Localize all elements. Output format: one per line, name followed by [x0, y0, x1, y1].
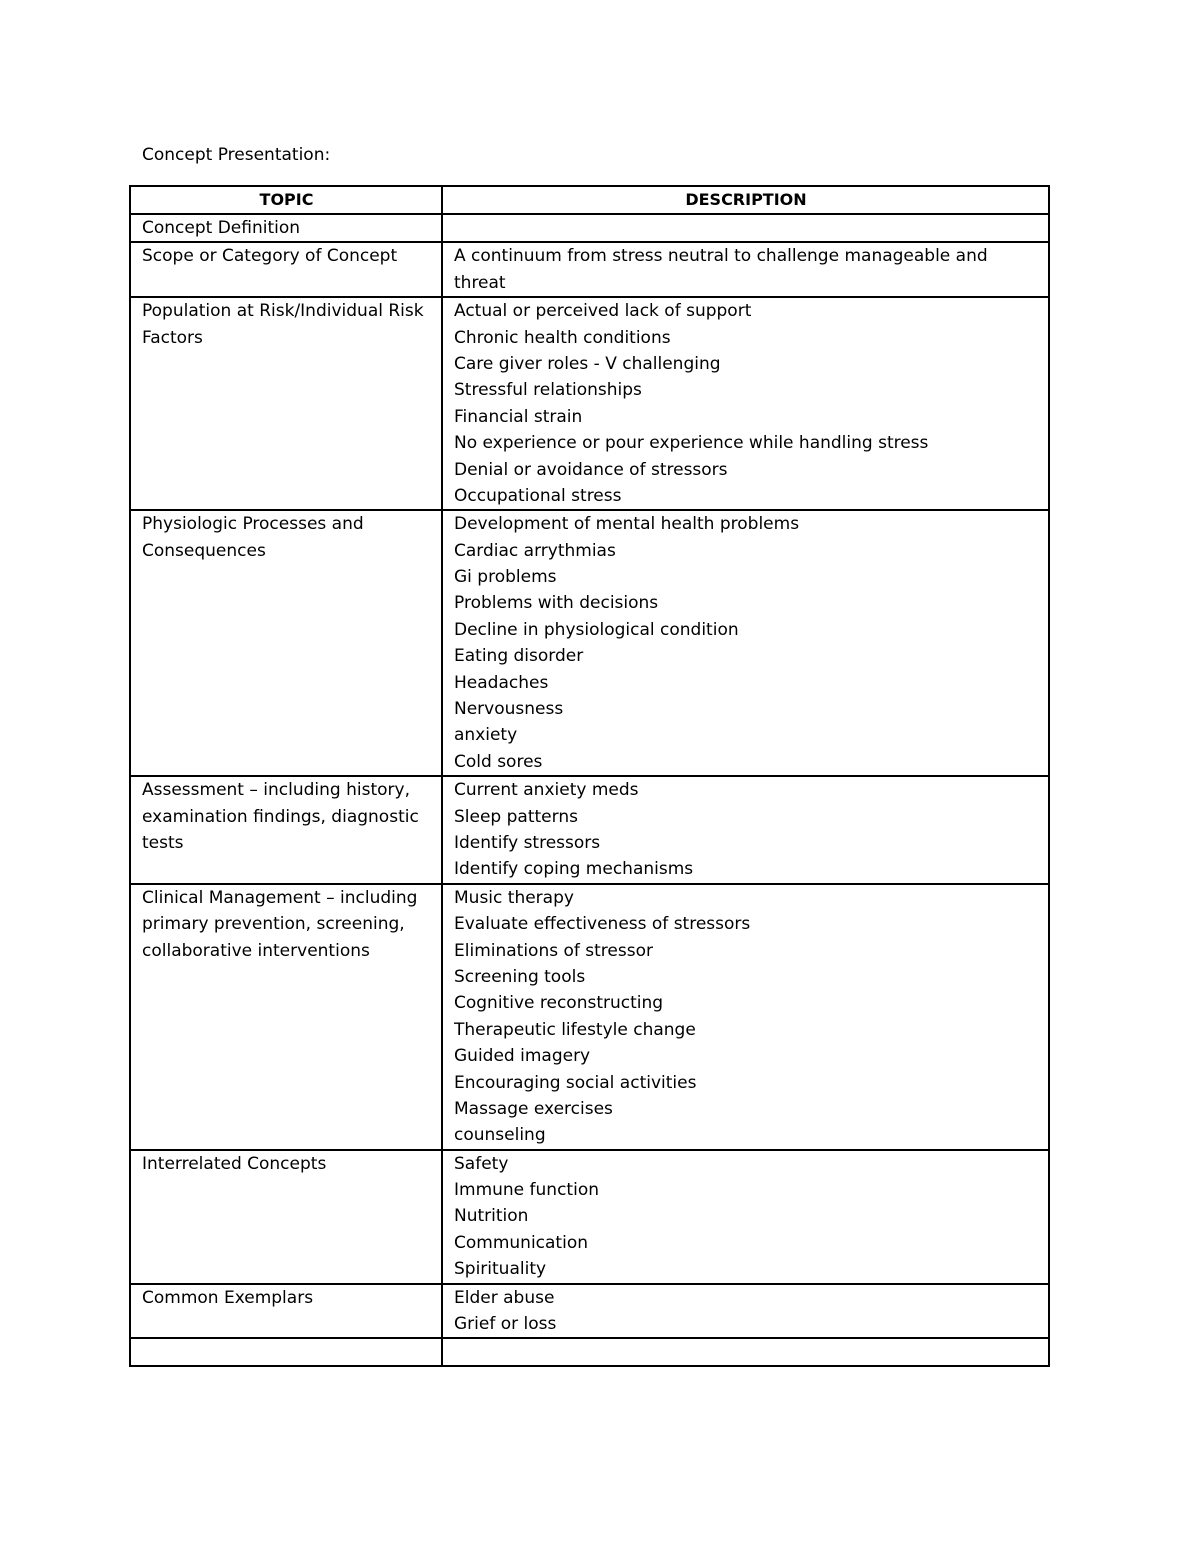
description-cell [442, 242, 1049, 297]
topic-label: Clinical Management – including primary prevention, screening, collaborative interventions [142, 887, 418, 961]
empty-topic-cell [130, 1338, 442, 1366]
topic-cell [130, 884, 442, 1150]
description-line: Identify coping mechanisms [454, 859, 694, 880]
description-line: Eliminations of stressor [454, 940, 653, 961]
description-cell [442, 884, 1049, 1150]
description-line: Decline in physiological condition [454, 619, 739, 640]
topic-label: Concept Definition [142, 218, 301, 238]
topic-label: Scope or Category of Concept [142, 246, 398, 267]
description-line: Music therapy [454, 887, 574, 908]
topic-cell [130, 214, 442, 242]
description-cell [442, 776, 1049, 884]
description-column-header: DESCRIPTION [442, 186, 1049, 214]
description-line: Nervousness [454, 699, 564, 720]
description-line: Eating disorder [454, 646, 584, 667]
description-line: Immune function [454, 1180, 599, 1201]
topic-cell [130, 510, 442, 776]
table-row [130, 884, 1049, 1150]
description-cell [442, 297, 1049, 510]
description-line: Cognitive reconstructing [454, 993, 664, 1014]
table-header-row [130, 186, 1049, 214]
topic-label: Physiologic Processes and Consequences [142, 514, 364, 561]
description-line: Grief or loss [454, 1314, 557, 1335]
description-line: threat [454, 272, 506, 293]
table-row [130, 242, 1049, 297]
description-line: Cold sores [454, 751, 543, 772]
description-line: Gi problems [454, 567, 557, 588]
table-row [130, 776, 1049, 884]
description-line: Identify stressors [454, 833, 601, 853]
description-line: Communication [454, 1232, 588, 1253]
description-cell [442, 214, 1049, 242]
table-row [130, 214, 1049, 242]
description-line: Guided imagery [454, 1046, 591, 1067]
table-row [130, 1284, 1049, 1339]
description-line: Problems with decisions [454, 593, 659, 614]
concept-table [129, 185, 1050, 1367]
topic-cell [130, 242, 442, 297]
topic-label: Common Exemplars [142, 1287, 314, 1308]
description-line: Cardiac arrythmias [454, 540, 616, 561]
description-line: Headaches [454, 672, 549, 693]
description-line: Massage exercises [454, 1098, 613, 1119]
topic-cell [130, 297, 442, 510]
topic-cell [130, 1284, 442, 1339]
description-line: Therapeutic lifestyle change [454, 1019, 696, 1040]
description-line: Nutrition [454, 1206, 529, 1227]
table-row [130, 297, 1049, 510]
description-cell [442, 1150, 1049, 1284]
topic-label: Population at Risk/Individual Risk Factors [142, 301, 424, 348]
description-line: Occupational stress [454, 485, 622, 506]
description-line: Safety [454, 1153, 509, 1174]
description-line: anxiety [454, 725, 518, 746]
description-line: Spirituality [454, 1259, 547, 1280]
topic-cell [130, 1150, 442, 1284]
description-cell [442, 510, 1049, 776]
description-line: A continuum from stress neutral to challenge manageable and [454, 246, 988, 267]
table-row [130, 1150, 1049, 1284]
topic-column-header: TOPIC [130, 186, 442, 214]
table-row [130, 510, 1049, 776]
description-line: Screening tools [454, 966, 586, 987]
description-line: Care giver roles - V challenging [454, 353, 721, 374]
description-line: Evaluate effectiveness of stressors [454, 914, 751, 935]
description-line: Stressful relationships [454, 380, 642, 401]
description-line: Sleep patterns [454, 806, 578, 827]
description-cell [442, 1284, 1049, 1339]
description-line: Elder abuse [454, 1287, 555, 1308]
description-line: Current anxiety meds [454, 780, 639, 801]
page-heading: Concept Presentation: [142, 145, 331, 165]
empty-description-cell [442, 1338, 1049, 1366]
table-body [130, 214, 1049, 1366]
topic-label: Interrelated Concepts [142, 1153, 327, 1174]
description-line: Encouraging social activities [454, 1072, 697, 1093]
topic-cell [130, 776, 442, 884]
description-line: counseling [454, 1125, 546, 1146]
description-line: Denial or avoidance of stressors [454, 459, 728, 480]
description-line: Chronic health conditions [454, 327, 671, 348]
description-line: Development of mental health problems [454, 514, 800, 535]
topic-label: Assessment – including history, examination findings, diagnostic tests [142, 780, 419, 854]
description-line: No experience or pour experience while handling stress [454, 433, 929, 454]
description-line: Financial strain [454, 406, 583, 427]
description-line: Actual or perceived lack of support [454, 301, 752, 322]
empty-table-row [130, 1338, 1049, 1366]
